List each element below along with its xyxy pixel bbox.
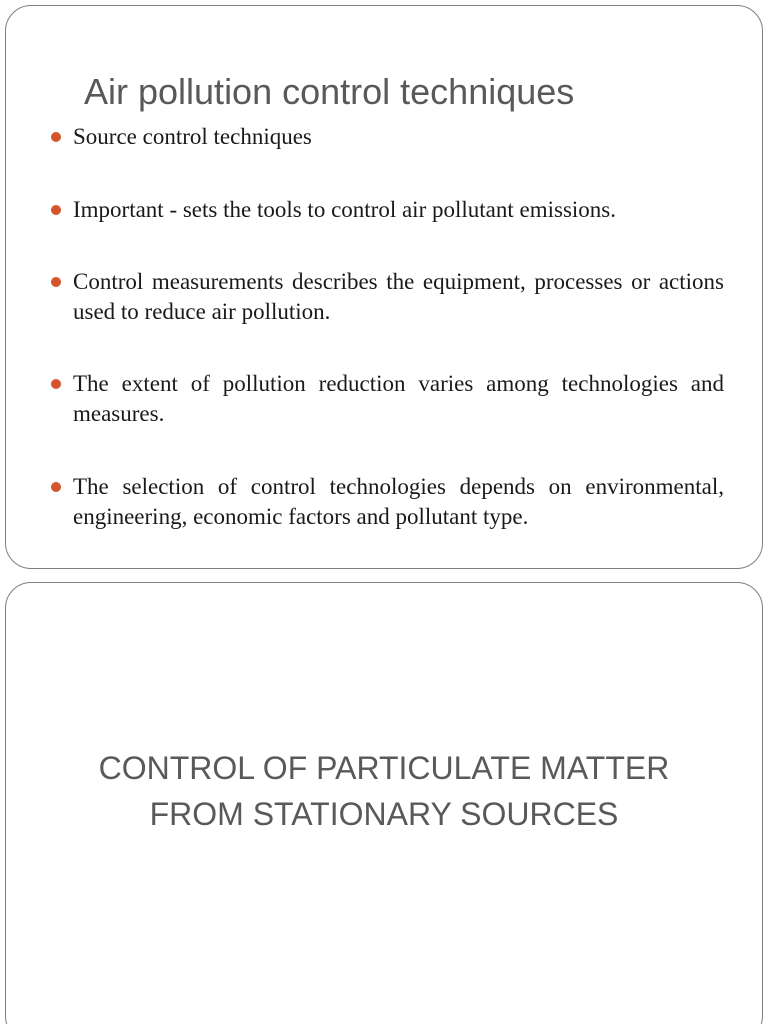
bullet-list (48, 122, 724, 569)
bullet-dot-icon (51, 379, 61, 389)
bullet-item (48, 195, 724, 225)
bullet-text: Source control techniques (73, 124, 312, 149)
bullet-dot-icon (51, 277, 61, 287)
section-title-line-2: FROM STATIONARY SOURCES (149, 796, 619, 832)
bullet-item (48, 472, 724, 532)
bullet-item (48, 267, 724, 327)
bullet-item (48, 369, 724, 429)
section-title (6, 745, 762, 837)
bullet-dot-icon (51, 482, 61, 492)
bullet-text: The selection of control technologies depends on environmental, engineering, economic factors and pollutant type. (73, 474, 724, 529)
slide-title: Air pollution control techniques (84, 71, 575, 112)
bullet-text: Control measurements describes the equipment, processes or actions used to reduce air pollution. (73, 269, 724, 324)
bullet-text: The extent of pollution reduction varies among technologies and measures. (73, 371, 724, 426)
section-title-line-1: CONTROL OF PARTICULATE MATTER (98, 750, 670, 786)
bullet-text: Important - sets the tools to control air pollutant emissions. (73, 197, 616, 222)
bullet-dot-icon (51, 132, 61, 142)
bullet-dot-icon (51, 205, 61, 215)
slide-1 (5, 5, 763, 569)
slide-2 (5, 582, 763, 1024)
bullet-item (48, 122, 724, 152)
